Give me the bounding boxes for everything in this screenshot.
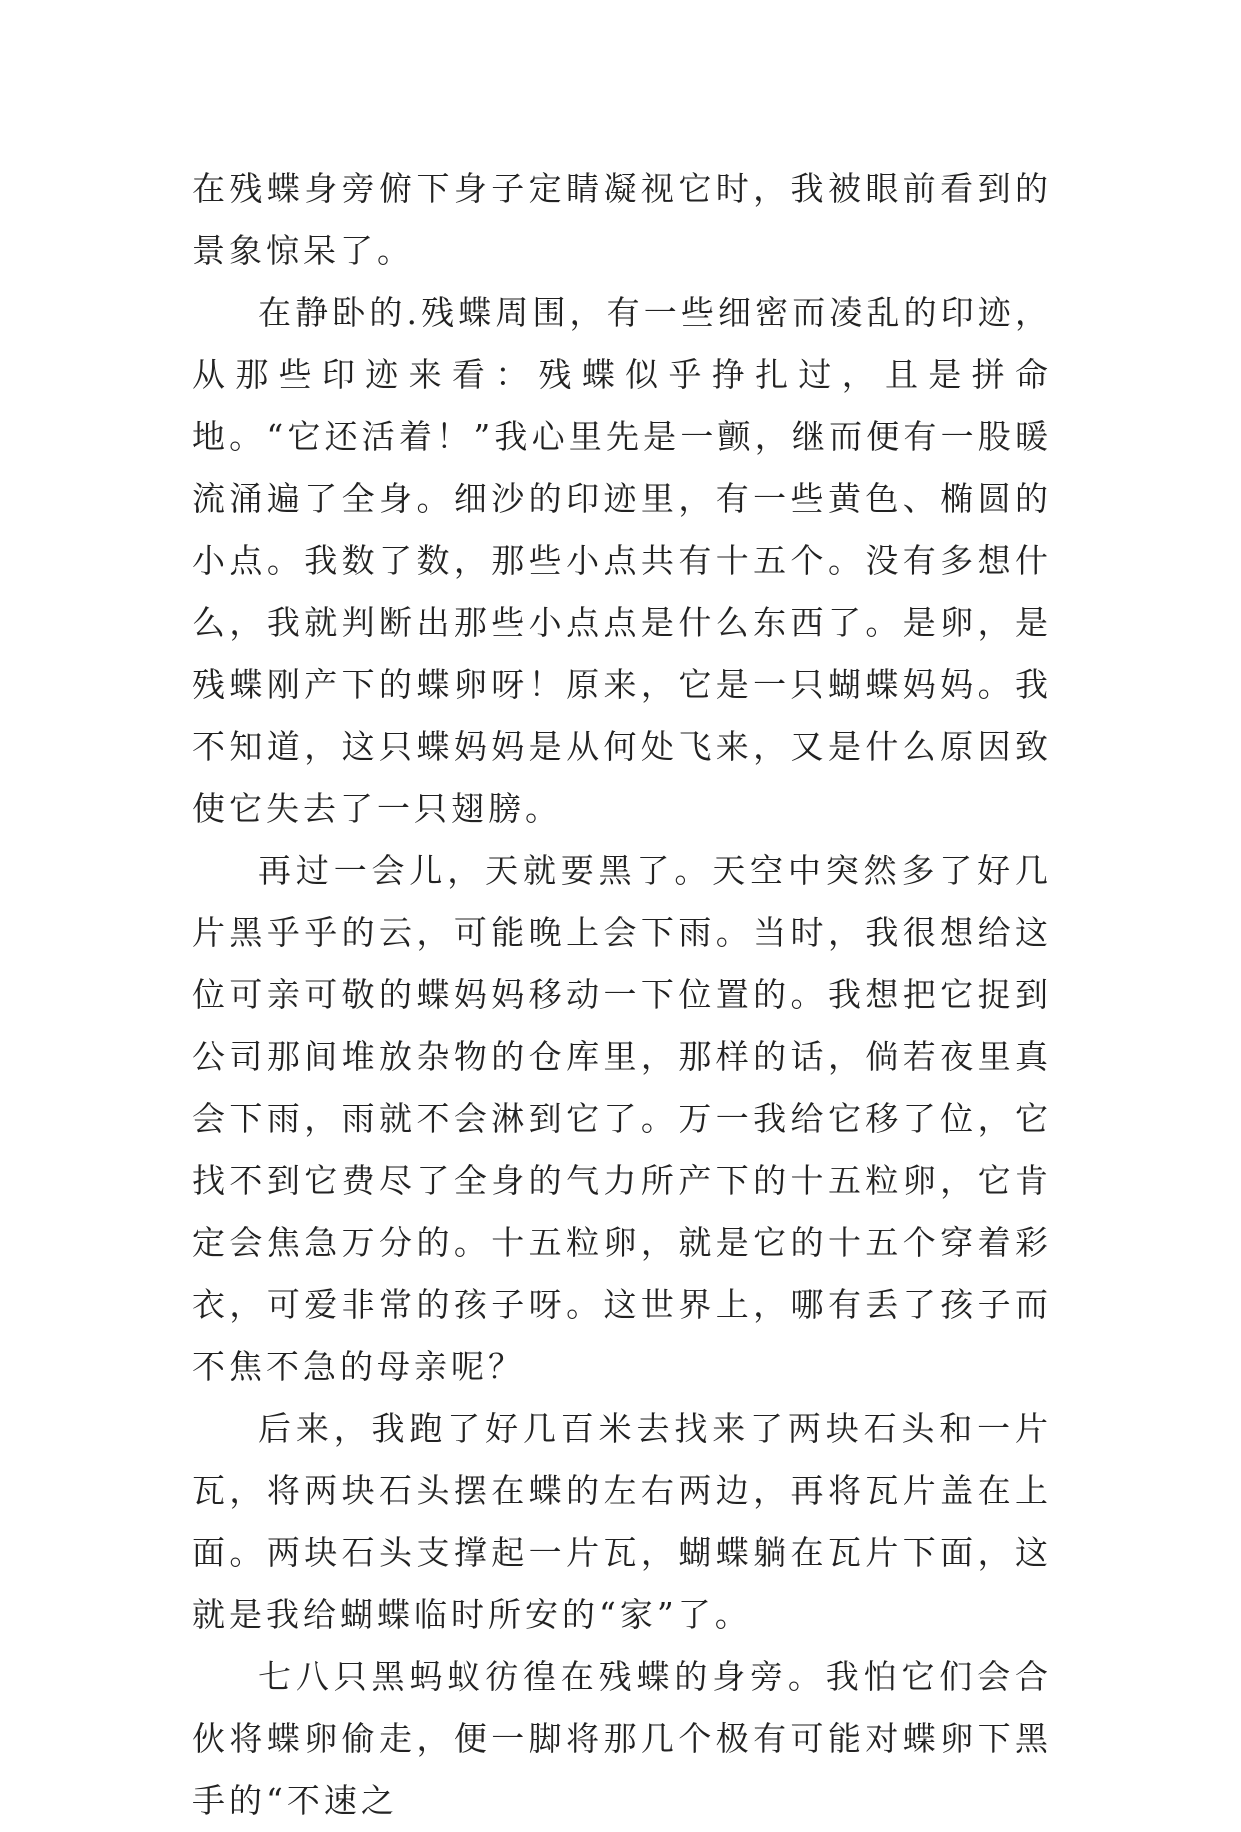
paragraph-continuation: 在残蝶身旁俯下身子定睛凝视它时，我被眼前看到的景象惊呆了。 <box>192 169 1052 270</box>
paragraph: 后来，我跑了好几百米去找来了两块石头和一片瓦，将两块石头摆在蝶的左右两边，再将瓦片盖在上面。两块石头支撑起一片瓦，蝴蝶躺在瓦片下面，这就是我给蝴蝶临时所安的“家”了。 <box>192 1409 1052 1634</box>
paragraph: 再过一会儿，天就要黑了。天空中突然多了好几片黑乎乎的云，可能晚上会下雨。当时，我很想给这位可亲可敬的蝶妈妈移动一下位置的。我想把它捉到公司那间堆放杂物的仓库里，那样的话，倘若夜里真会下雨，雨就不会淋到它了。万一我给它移了位，它找不到它费尽了全身的气力所产下的十五粒卵，它肯定会焦急万分的。十五粒卵，就是它的十五个穿着彩衣，可爱非常的孩子呀。这世界上，哪有丢了孩子而不焦不急的母亲呢？ <box>192 851 1052 1386</box>
paragraph: 在静卧的.残蝶周围，有一些细密而凌乱的印迹，从那些印迹来看：残蝶似乎挣扎过，且是拼命地。“它还活着！”我心里先是一颤，继而便有一股暖流涌遍了全身。细沙的印迹里，有一些黄色、椭圆的小点。我数了数，那些小点共有十五个。没有多想什么，我就判断出那些小点点是什么东西了。是卵，是残蝶刚产下的蝶卵呀！原来，它是一只蝴蝶妈妈。我不知道，这只蝶妈妈是从何处飞来，又是什么原因致使它失去了一只翅膀。 <box>192 293 1052 828</box>
paragraph: 七八只黑蚂蚁彷徨在残蝶的身旁。我怕它们会合伙将蝶卵偷走，便一脚将那几个极有可能对蝶卵下黑手的“不速之 <box>192 1657 1052 1820</box>
document-body <box>192 158 1052 1832</box>
